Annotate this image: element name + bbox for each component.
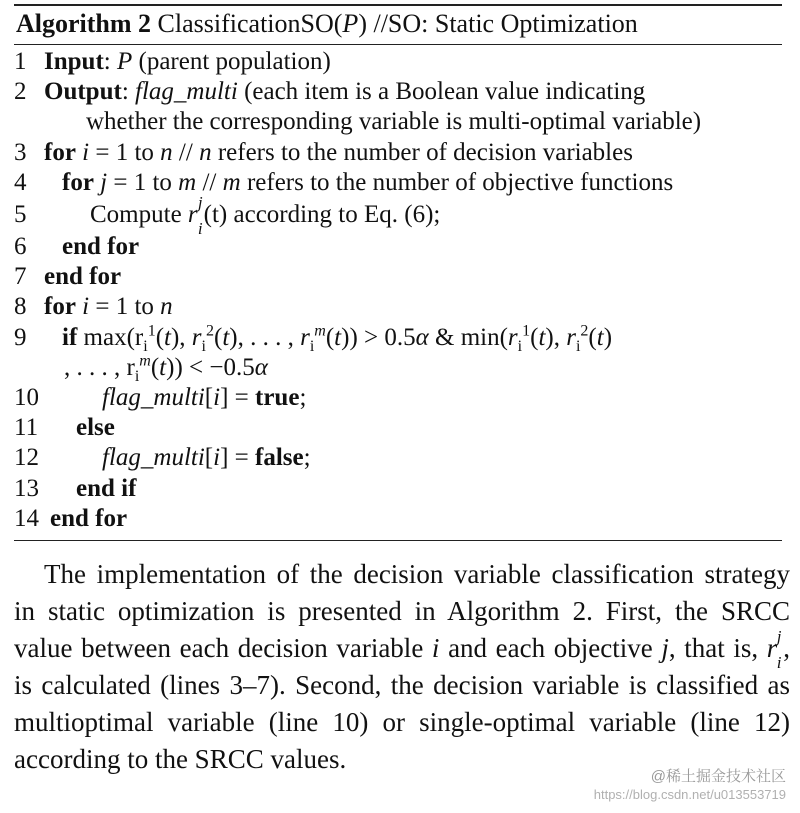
variable: P [116,48,133,75]
paragraph-text: The implementation of the decision variable classification strategy in static optimization is presented in Algorithm 2. First, the SRCC value between each decision variable [14,559,790,663]
paragraph-text: , is calculated (lines 3–7). Second, the decision variable is classified as multioptimal variable (line 10) or single-optimal variable (line 12) according to the SRCC values. [14,633,790,774]
line-number: 2 [14,78,27,106]
line-6 [14,232,782,262]
bottom-rule [14,540,782,541]
keyword: end for [62,233,140,261]
body-paragraph [14,556,790,778]
variable: n [160,138,173,166]
line-9-continuation: , . . . , $r_i^m(t)) < -0.5\alpha$ [64,352,268,385]
line-text: // [196,168,223,196]
keyword: if [62,323,78,351]
line-11 [14,413,782,443]
line-number: 10 [14,384,39,412]
line-text: max(r [77,323,144,351]
algorithm-name: ClassificationSO( [157,9,343,38]
line-text: (each item is a Boolean value indicating [237,78,646,106]
keyword: end for [50,504,128,532]
subscript: i [197,219,203,239]
variable: i [431,633,440,663]
line-2 [14,77,782,107]
line-text: ] = [220,444,256,472]
line-number: 8 [14,293,27,321]
algorithm-lines [14,45,782,540]
keyword: for [44,138,76,166]
r-symbol: r [187,201,198,229]
variable: i [82,293,90,321]
watermark [594,768,786,804]
line-7 [14,262,782,292]
line-text: , . . . , r [64,353,135,381]
variable: m [178,168,197,196]
paragraph-text: and each objective [439,633,662,663]
algorithm-param: P [342,9,359,38]
paragraph-text: , that is, [668,633,767,663]
variable: j [100,168,108,196]
line-number: 13 [14,474,39,502]
line-text: (parent population) [132,48,331,75]
line-text: ] = [220,384,256,412]
variable: n [199,138,212,166]
keyword: Input [44,48,104,75]
keyword: true [255,384,300,412]
r-ij-symbol: r j i [766,627,782,672]
line-number: 12 [14,444,39,472]
line-text: (t) according to Eq. (6); [203,201,441,229]
watermark-text: @稀土掘金技术社区 [650,768,786,785]
variable: i [213,444,221,472]
line-text: ; [299,384,307,412]
line-number: 14 [14,504,39,532]
line-number: 1 [14,48,27,75]
line-5 [14,193,782,239]
variable: m [222,168,241,196]
algorithm-title [14,6,782,42]
watermark-url: https://blog.csdn.net/u013553719 [593,787,786,802]
keyword: else [76,414,115,442]
keyword: Output [44,78,122,106]
variable: j [661,633,669,663]
keyword: false [255,444,304,472]
line-4 [14,168,782,198]
line-number: 11 [14,414,39,442]
r-ij-symbol [187,193,203,239]
line-number: 7 [14,263,27,291]
colon: : [121,78,136,106]
variable: flag_multi [102,384,205,412]
variable: n [160,293,173,321]
algorithm-title-rest: ) //SO: Static Optimization [358,9,638,38]
line-text: ; [303,444,311,472]
line-text: = 1 to [89,293,161,321]
keyword: end if [76,474,137,502]
line-text: = 1 to [89,138,161,166]
keyword: for [44,293,76,321]
keyword: for [62,168,94,196]
line-13 [14,474,782,504]
line-number: 4 [14,168,27,196]
line-text: whether the corresponding variable is multi-optimal variable) [86,108,702,136]
keyword: end for [44,263,122,291]
variable: flag_multi [135,78,238,106]
line-number: 9 [14,323,27,351]
superscript: j [197,193,203,213]
variable: i [82,138,90,166]
line-text: refers to the number of objective functions [240,168,674,196]
line-9: 9 if $\max(r_i^1(t)$, $r_i^2(t)$, . . . , $r_i^m(t)) > 0.5\alpha$ & $\min(r_i^1(t)$, $r_i^2(t)$ [14,322,613,355]
line-text: = 1 to [107,168,179,196]
line-12 [14,443,782,473]
line-10 [14,383,782,413]
line-1 [14,47,782,77]
algorithm-label: Algorithm 2 [16,9,152,38]
line-14 [14,504,782,534]
line-8 [14,292,782,322]
line-text: Compute [90,201,188,229]
line-text: // [172,138,200,166]
line-number: 6 [14,233,27,261]
line-text: [ [204,444,214,472]
line-text: [ [204,384,214,412]
line-number: 5 [14,201,27,229]
variable: flag_multi [102,444,205,472]
line-2-continuation [14,107,782,137]
line-number: 3 [14,138,27,166]
line-text: refers to the number of decision variables [211,138,633,166]
colon: : [103,48,117,75]
variable: i [213,384,221,412]
line-3 [14,138,782,168]
algorithm-block [14,4,782,541]
